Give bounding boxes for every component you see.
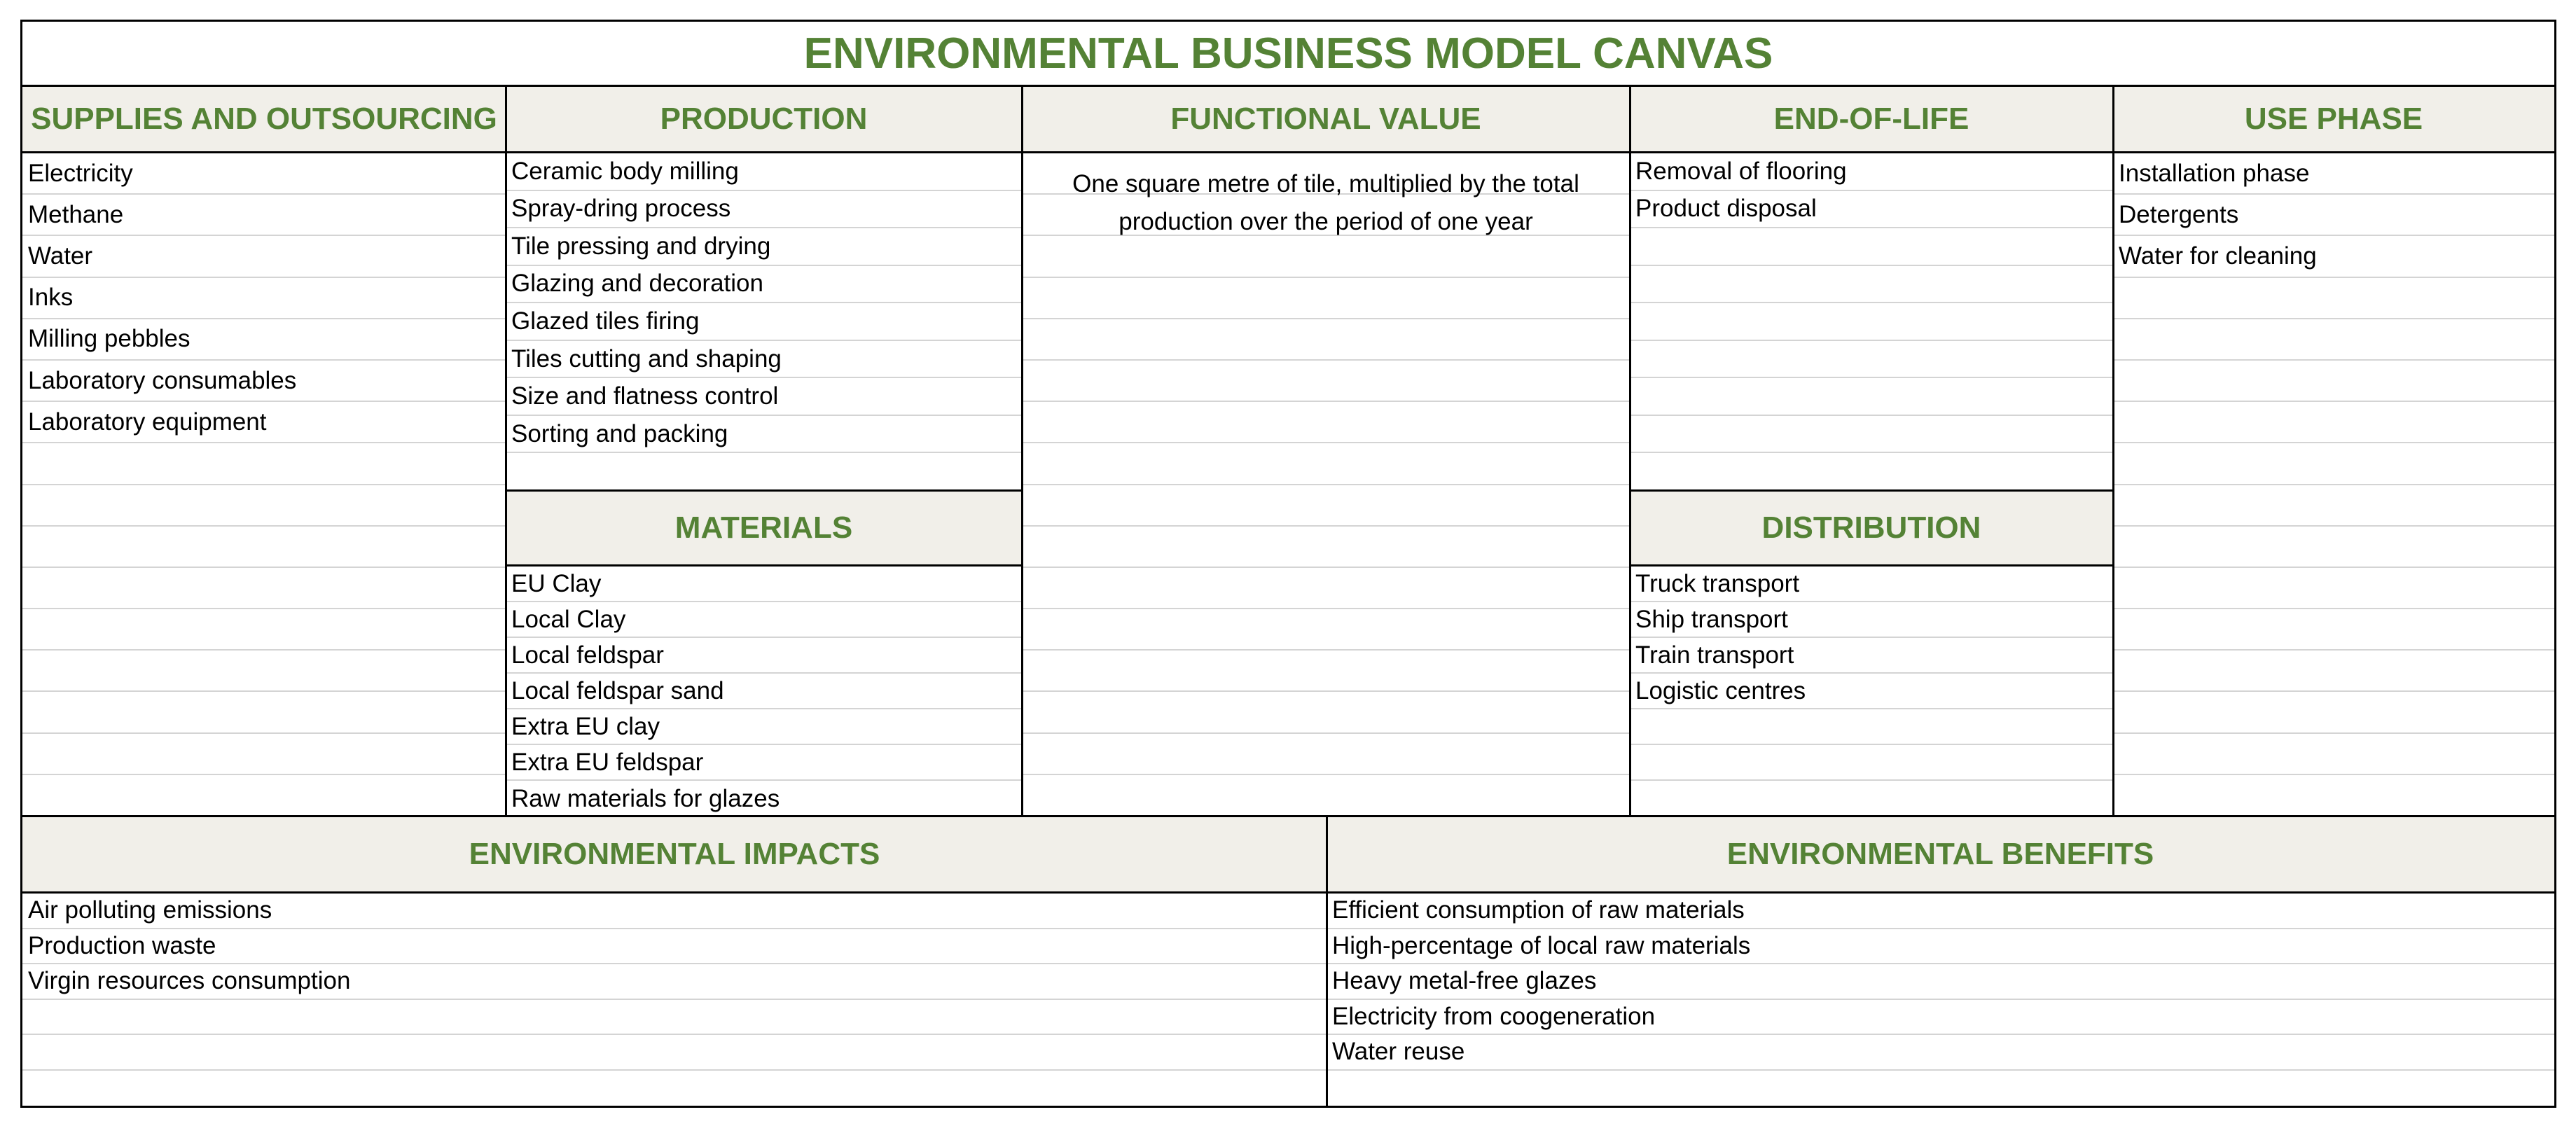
benefits-item: Efficient consumption of raw materials <box>1327 894 2554 929</box>
use-phase-item: Installation phase <box>2113 153 2554 195</box>
impacts-item: Virgin resources consumption <box>22 964 1327 1000</box>
end-of-life-item <box>1630 416 2113 454</box>
functional-value-row <box>1022 651 1630 692</box>
materials-item: Extra EU clay <box>506 709 1022 745</box>
supplies-item <box>22 568 506 609</box>
functional-value-row <box>1022 568 1630 609</box>
use-phase-heading: USE PHASE <box>2113 87 2554 153</box>
use-phase-item <box>2113 609 2554 651</box>
supplies-list <box>22 153 506 816</box>
end-of-life-item <box>1630 341 2113 379</box>
production-item: Size and flatness control <box>506 378 1022 416</box>
supplies-item: Laboratory equipment <box>22 402 506 443</box>
divider-endoflife-distribution <box>1630 489 2113 492</box>
materials-item: Local feldspar <box>506 638 1022 674</box>
supplies-item <box>22 775 506 816</box>
impacts-item: Production waste <box>22 929 1327 965</box>
benefits-item: Electricity from coogeneration <box>1327 1000 2554 1036</box>
distribution-item <box>1630 745 2113 781</box>
impacts-item <box>22 1035 1327 1071</box>
use-phase-item: Detergents <box>2113 195 2554 236</box>
use-phase-item <box>2113 361 2554 402</box>
impacts-list <box>22 894 1327 1106</box>
supplies-item <box>22 609 506 651</box>
distribution-item <box>1630 781 2113 816</box>
use-phase-item <box>2113 651 2554 692</box>
impacts-item <box>22 1071 1327 1106</box>
impacts-item: Air polluting emissions <box>22 894 1327 929</box>
supplies-item: Methane <box>22 195 506 236</box>
functional-value-text <box>1022 165 1630 241</box>
functional-value-row <box>1022 319 1630 361</box>
supplies-item: Milling pebbles <box>22 319 506 361</box>
production-item: Tiles cutting and shaping <box>506 341 1022 379</box>
benefits-heading: ENVIRONMENTAL BENEFITS <box>1327 816 2554 894</box>
supplies-item: Water <box>22 236 506 277</box>
supplies-item <box>22 527 506 568</box>
end-of-life-item: Removal of flooring <box>1630 153 2113 191</box>
use-phase-item <box>2113 319 2554 361</box>
supplies-item <box>22 651 506 692</box>
functional-value-row <box>1022 443 1630 485</box>
divider-endoflife-usephase <box>2112 87 2114 816</box>
materials-item: Local Clay <box>506 602 1022 638</box>
use-phase-item <box>2113 775 2554 816</box>
benefits-item: Heavy metal-free glazes <box>1327 964 2554 1000</box>
supplies-item <box>22 734 506 775</box>
supplies-item: Electricity <box>22 153 506 195</box>
production-item: Ceramic body milling <box>506 153 1022 191</box>
divider-functional-endoflife <box>1629 87 1631 816</box>
end-of-life-item <box>1630 303 2113 341</box>
use-phase-item <box>2113 527 2554 568</box>
supplies-item <box>22 692 506 733</box>
functional-value-row <box>1022 775 1630 816</box>
use-phase-item <box>2113 278 2554 319</box>
benefits-section <box>1327 816 2554 1106</box>
business-model-canvas <box>20 20 2556 1108</box>
end-of-life-item <box>1630 266 2113 304</box>
use-phase-item <box>2113 443 2554 485</box>
functional-value-row <box>1022 734 1630 775</box>
use-phase-item <box>2113 402 2554 443</box>
distribution-heading: DISTRIBUTION <box>1630 491 2113 567</box>
functional-value-grid <box>1022 153 1630 816</box>
supplies-item: Laboratory consumables <box>22 361 506 402</box>
impacts-item <box>22 1000 1327 1036</box>
supplies-item: Inks <box>22 278 506 319</box>
distribution-item: Truck transport <box>1630 567 2113 602</box>
impacts-heading: ENVIRONMENTAL IMPACTS <box>22 816 1327 894</box>
benefits-item: Water reuse <box>1327 1035 2554 1071</box>
canvas-title: ENVIRONMENTAL BUSINESS MODEL CANVAS <box>22 22 2554 87</box>
production-item: Glazed tiles firing <box>506 303 1022 341</box>
end-of-life-section <box>1630 87 2113 491</box>
divider-impacts-benefits <box>1326 816 1328 1106</box>
distribution-item <box>1630 709 2113 745</box>
production-item: Sorting and packing <box>506 416 1022 454</box>
materials-item: Extra EU feldspar <box>506 745 1022 781</box>
divider-production-materials <box>506 489 1022 492</box>
materials-item: EU Clay <box>506 567 1022 602</box>
supplies-heading: SUPPLIES AND OUTSOURCING <box>22 87 506 153</box>
use-phase-item <box>2113 692 2554 733</box>
use-phase-item <box>2113 734 2554 775</box>
production-heading: PRODUCTION <box>506 87 1022 153</box>
functional-value-row <box>1022 609 1630 651</box>
distribution-item: Train transport <box>1630 638 2113 674</box>
distribution-section <box>1630 491 2113 816</box>
end-of-life-item <box>1630 453 2113 491</box>
end-of-life-heading: END-OF-LIFE <box>1630 87 2113 153</box>
production-section <box>506 87 1022 491</box>
functional-value-heading: FUNCTIONAL VALUE <box>1022 87 1630 153</box>
end-of-life-item <box>1630 378 2113 416</box>
use-phase-item: Water for cleaning <box>2113 236 2554 277</box>
benefits-item: High-percentage of local raw materials <box>1327 929 2554 965</box>
distribution-item: Logistic centres <box>1630 674 2113 709</box>
materials-item: Raw materials for glazes <box>511 784 780 812</box>
functional-value-section <box>1022 87 1630 816</box>
functional-value-row <box>1022 692 1630 733</box>
distribution-list <box>1630 567 2113 816</box>
end-of-life-item <box>1630 228 2113 266</box>
production-item: Glazing and decoration <box>506 266 1022 304</box>
functional-value-row <box>1022 527 1630 568</box>
divider-production-functional <box>1021 87 1023 816</box>
functional-value-row <box>1022 485 1630 527</box>
end-of-life-item: Product disposal <box>1630 191 2113 229</box>
production-item <box>506 453 1022 491</box>
functional-value-row <box>1022 361 1630 402</box>
impacts-section <box>22 816 1327 1106</box>
benefits-list <box>1327 894 2554 1106</box>
use-phase-item <box>2113 568 2554 609</box>
benefits-item <box>1327 1071 2554 1106</box>
production-item: Spray-dring process <box>506 191 1022 229</box>
functional-value-line-2: production over the period of one year <box>1119 208 1533 235</box>
materials-item: Local feldspar sand <box>506 674 1022 709</box>
functional-value-row <box>1022 402 1630 443</box>
functional-value-row <box>1022 278 1630 319</box>
functional-value-line-1: One square metre of tile, multiplied by the total <box>1072 170 1579 197</box>
use-phase-list <box>2113 153 2554 816</box>
distribution-item: Ship transport <box>1630 602 2113 638</box>
supplies-item <box>22 485 506 527</box>
production-item: Tile pressing and drying <box>506 228 1022 266</box>
supplies-item <box>22 443 506 485</box>
divider-supplies-production <box>505 87 507 816</box>
functional-value-row <box>1022 236 1630 277</box>
materials-list <box>506 567 1022 816</box>
end-of-life-list <box>1630 153 2113 491</box>
production-list <box>506 153 1022 491</box>
materials-heading: MATERIALS <box>506 491 1022 567</box>
supplies-section <box>22 87 506 816</box>
materials-section <box>506 491 1022 816</box>
use-phase-section <box>2113 87 2554 816</box>
use-phase-item <box>2113 485 2554 527</box>
divider-top-bottom <box>22 815 2554 817</box>
